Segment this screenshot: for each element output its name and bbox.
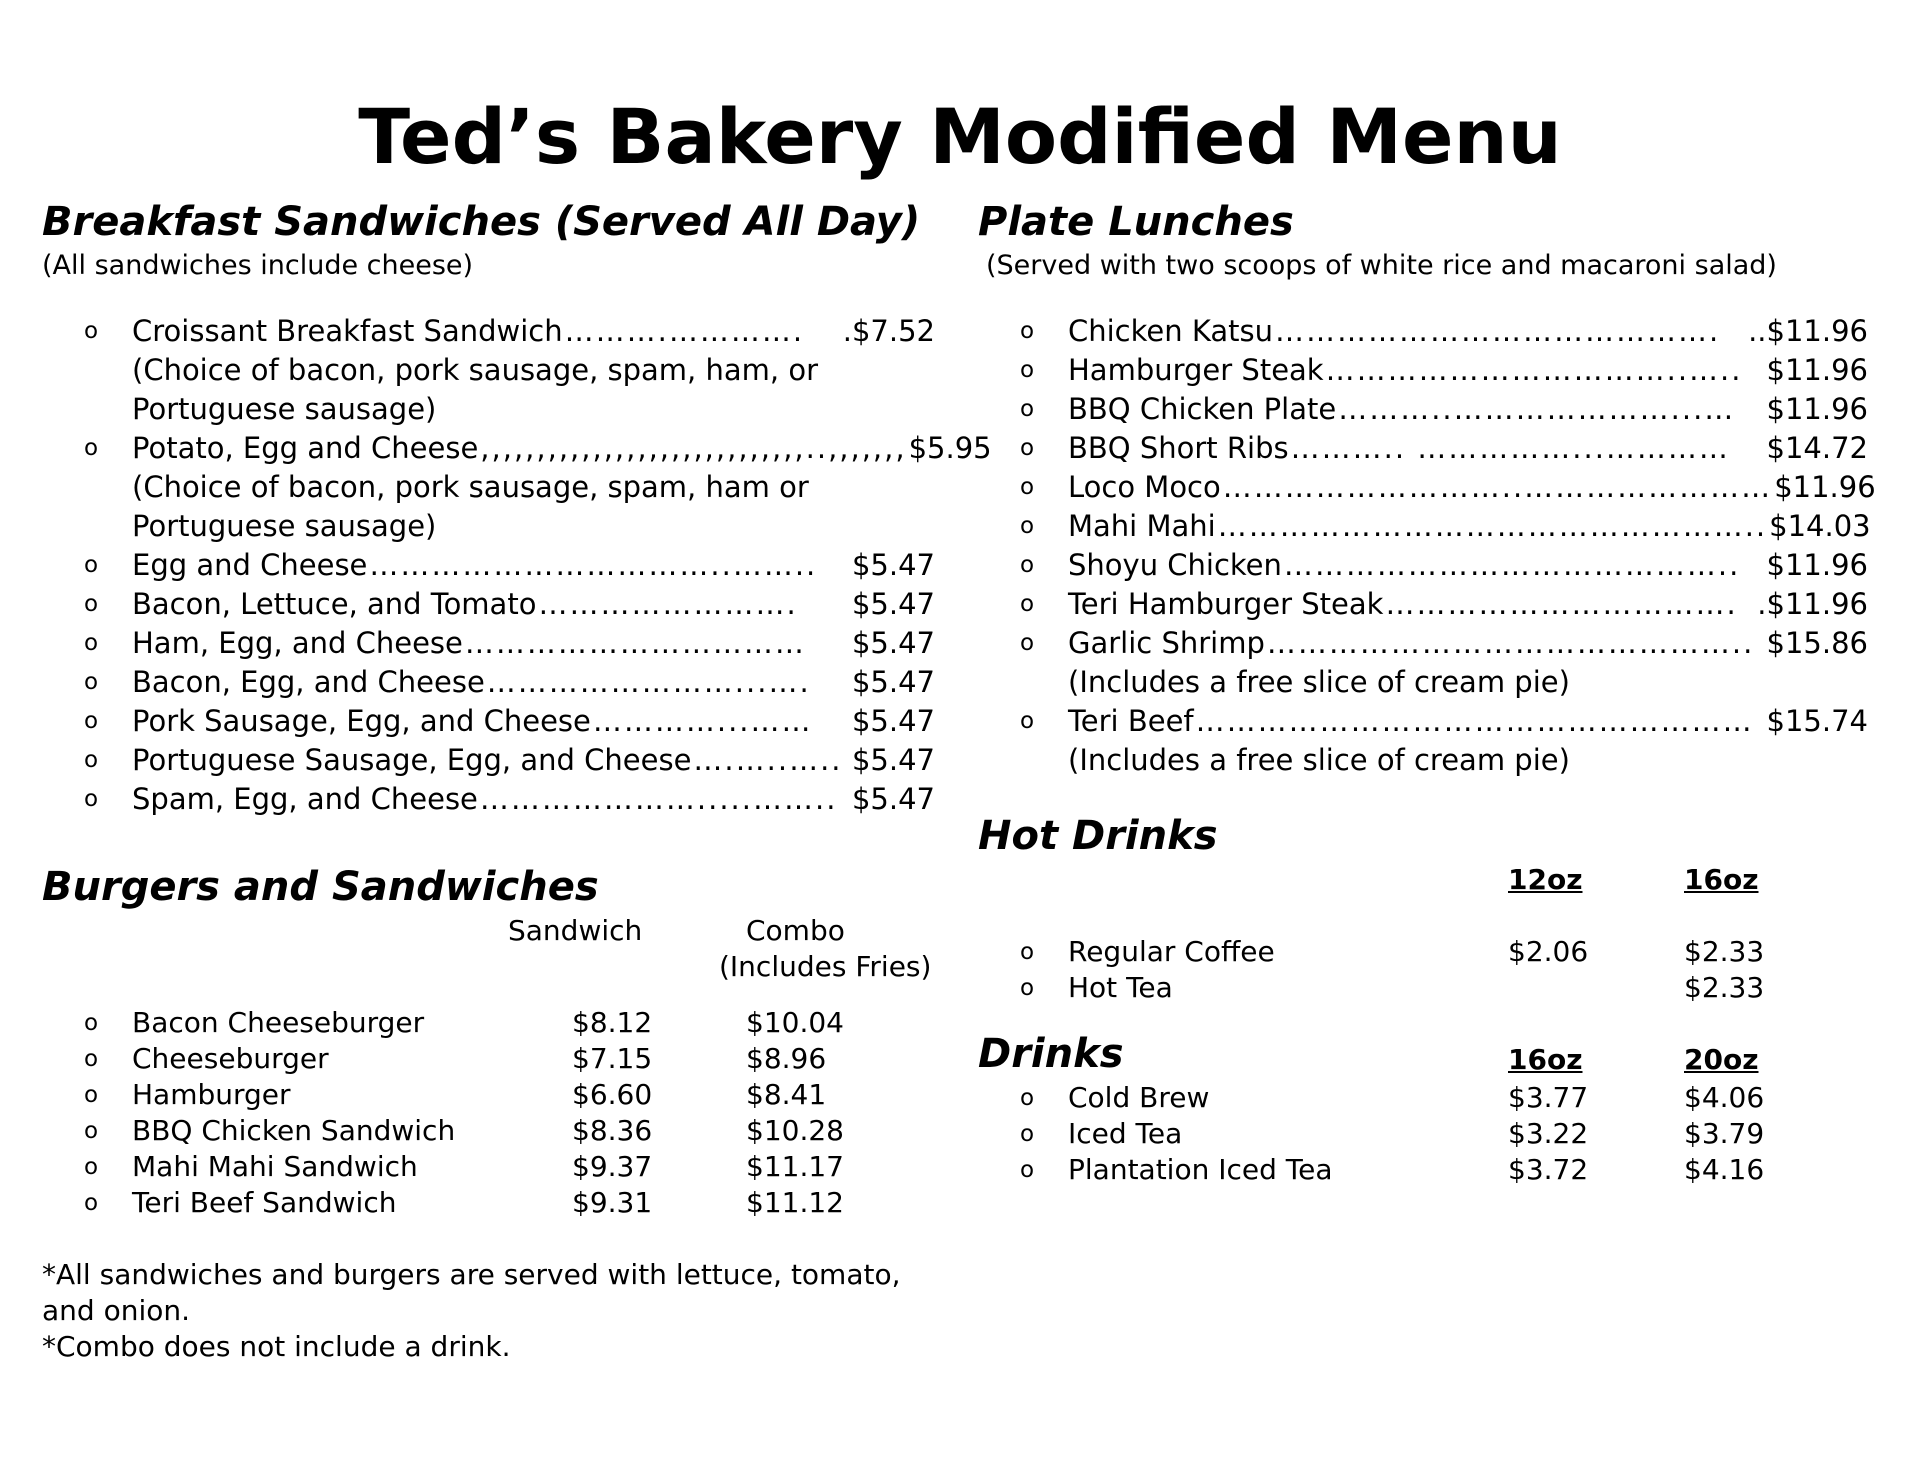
item-leader: ……………………………………. xyxy=(1274,314,1721,348)
bullet-icon: o xyxy=(84,786,99,812)
hot-drinks-list xyxy=(978,934,1878,1006)
item-price: $11.96 xyxy=(1766,548,1868,582)
bullet-icon: o xyxy=(84,1010,99,1036)
menu-item xyxy=(978,312,1878,351)
item-name: Hot Tea xyxy=(1068,971,1173,1004)
bullet-icon: o xyxy=(1020,513,1035,539)
item-price-combo: $10.28 xyxy=(746,1114,844,1147)
item-leader: ,,,,,,,,,,,,,,,,,,,,,,,,,,,,,..,,,,,,, xyxy=(480,431,907,465)
item-leader: ……….…………. xyxy=(564,314,805,348)
bullet-icon: o xyxy=(1020,591,1035,617)
footnote-combo: *Combo does not include a drink. xyxy=(42,1330,511,1363)
item-price-b: $2.33 xyxy=(1684,935,1765,968)
bullet-icon: o xyxy=(1020,318,1035,344)
item-price: $5.47 xyxy=(851,548,935,582)
item-price: $14.72 xyxy=(1766,431,1868,465)
menu-item xyxy=(42,780,942,819)
bullet-icon: o xyxy=(1020,708,1035,734)
item-name: Ham, Egg, and Cheese xyxy=(132,626,463,660)
item-name: Potato, Egg and Cheese xyxy=(132,431,479,465)
item-leader: ……………………………..….. xyxy=(1325,353,1743,387)
item-price: $5.47 xyxy=(851,626,935,660)
item-name: Egg and Cheese xyxy=(132,548,368,582)
bullet-icon: o xyxy=(1020,1157,1035,1183)
hot-drinks-col-16oz: 16oz xyxy=(1684,863,1759,896)
burgers-heading: Burgers and Sandwiches xyxy=(42,864,599,910)
menu-item xyxy=(978,934,1878,970)
burgers-column-subheaders xyxy=(42,949,942,985)
item-price-sandwich: $8.12 xyxy=(572,1006,653,1039)
menu-item xyxy=(978,1116,1878,1152)
item-name: Bacon, Egg, and Cheese xyxy=(132,665,485,699)
item-price: .$7.52 xyxy=(842,314,935,348)
menu-item xyxy=(978,429,1878,468)
menu-item-row xyxy=(132,780,935,819)
item-leader: …………………………………………….. xyxy=(1217,509,1768,543)
menu-item xyxy=(978,351,1878,390)
item-name: Bacon, Lettuce, and Tomato xyxy=(132,587,537,621)
bullet-icon: o xyxy=(84,747,99,773)
item-description: (Choice of bacon, pork sausage, spam, ham or xyxy=(132,470,809,504)
bullet-icon: o xyxy=(1020,975,1035,1001)
item-price: $11.96 xyxy=(1766,392,1868,426)
bullet-icon: o xyxy=(1020,1121,1035,1147)
menu-item xyxy=(42,585,942,624)
item-price: $5.47 xyxy=(851,587,935,621)
item-leader: ……………………………………………… xyxy=(1195,704,1754,738)
item-price-a: $3.22 xyxy=(1508,1117,1589,1150)
item-leader: ………………….....…….. xyxy=(479,782,838,816)
menu-item-row xyxy=(1068,624,1868,663)
item-price: $5.47 xyxy=(851,704,935,738)
menu-item xyxy=(42,1041,942,1077)
item-name: BBQ Chicken Plate xyxy=(1068,392,1337,426)
item-name: Spam, Egg, and Cheese xyxy=(132,782,478,816)
bullet-icon: o xyxy=(84,669,99,695)
bullet-icon: o xyxy=(1020,435,1035,461)
sandwich-column-header: Sandwich xyxy=(508,914,643,947)
item-leader: ……………………………………….. xyxy=(1266,626,1755,660)
bullet-icon: o xyxy=(1020,357,1035,383)
menu-item-row xyxy=(1068,702,1868,741)
menu-item xyxy=(978,507,1878,546)
menu-item xyxy=(42,429,992,546)
item-price-combo: $11.12 xyxy=(746,1186,844,1219)
page-title: Ted’s Bakery Modified Menu xyxy=(358,92,1562,181)
item-price: $11.96 xyxy=(1766,353,1868,387)
item-name: Hamburger xyxy=(132,1078,291,1111)
item-name: Teri Beef Sandwich xyxy=(132,1186,397,1219)
menu-item xyxy=(42,1005,942,1041)
menu-item xyxy=(42,312,942,429)
plate-note: (Served with two scoops of white rice and macaroni salad) xyxy=(986,250,1777,281)
drinks-header-row xyxy=(978,1032,1878,1080)
menu-item xyxy=(42,1077,942,1113)
item-price-combo: $8.96 xyxy=(746,1042,827,1075)
item-price: $5.47 xyxy=(851,665,935,699)
item-name: Cold Brew xyxy=(1068,1081,1210,1114)
item-price: $15.86 xyxy=(1766,626,1868,660)
hot-drinks-col-12oz: 12oz xyxy=(1508,863,1583,896)
combo-column-note: (Includes Fries) xyxy=(719,950,932,983)
bullet-icon: o xyxy=(1020,1085,1035,1111)
bullet-icon: o xyxy=(84,591,99,617)
hot-drinks-heading: Hot Drinks xyxy=(978,813,1218,859)
menu-item-row xyxy=(1068,351,1868,390)
item-price-b: $2.33 xyxy=(1684,971,1765,1004)
item-name: Portuguese Sausage, Egg, and Cheese xyxy=(132,743,692,777)
item-name: Mahi Mahi Sandwich xyxy=(132,1150,418,1183)
item-name: Pork Sausage, Egg, and Cheese xyxy=(132,704,591,738)
drinks-col-16oz: 16oz xyxy=(1508,1043,1583,1076)
menu-item-row xyxy=(1068,468,1876,507)
bullet-icon: o xyxy=(84,318,99,344)
item-description: (Includes a free slice of cream pie) xyxy=(1068,665,1570,699)
menu-item xyxy=(42,741,942,780)
item-price: $14.03 xyxy=(1769,509,1871,543)
menu-item xyxy=(978,546,1878,585)
menu-item-row xyxy=(1068,546,1868,585)
drinks-list xyxy=(978,1080,1878,1188)
item-price-a: $3.77 xyxy=(1508,1081,1589,1114)
item-price: $15.74 xyxy=(1766,704,1868,738)
menu-item-row xyxy=(1068,390,1868,429)
menu-item-row xyxy=(132,546,935,585)
item-price-a: $2.06 xyxy=(1508,935,1589,968)
item-price-sandwich: $9.31 xyxy=(572,1186,653,1219)
plate-list xyxy=(978,312,1878,780)
item-price-b: $4.06 xyxy=(1684,1081,1765,1114)
menu-item-row xyxy=(132,741,935,780)
item-name: Plantation Iced Tea xyxy=(1068,1153,1333,1186)
item-price: $5.47 xyxy=(851,743,935,777)
breakfast-note: (All sandwiches include cheese) xyxy=(42,250,474,281)
item-leader: …………...…… xyxy=(592,704,813,738)
item-price-combo: $10.04 xyxy=(746,1006,844,1039)
item-description: (Choice of bacon, pork sausage, spam, ham, or xyxy=(132,353,818,387)
bullet-icon: o xyxy=(84,1046,99,1072)
menu-item-row xyxy=(1068,507,1871,546)
menu-item-row xyxy=(132,429,992,468)
footnote-toppings: *All sandwiches and burgers are served with lettuce, tomato, xyxy=(42,1258,901,1291)
item-name: Bacon Cheeseburger xyxy=(132,1006,425,1039)
menu-item-row xyxy=(132,585,935,624)
menu-item-row xyxy=(1068,312,1868,351)
breakfast-heading: Breakfast Sandwiches (Served All Day) xyxy=(42,199,921,245)
item-name: Cheeseburger xyxy=(132,1042,329,1075)
bullet-icon: o xyxy=(84,552,99,578)
item-name: Croissant Breakfast Sandwich xyxy=(132,314,563,348)
item-name: Iced Tea xyxy=(1068,1117,1183,1150)
item-name: Chicken Katsu xyxy=(1068,314,1273,348)
menu-item xyxy=(42,702,942,741)
menu-item xyxy=(42,1185,942,1221)
item-name: Hamburger Steak xyxy=(1068,353,1324,387)
item-leader: ……………………. xyxy=(538,587,798,621)
item-leader: ……………………………. xyxy=(1385,587,1738,621)
item-price-sandwich: $7.15 xyxy=(572,1042,653,1075)
bullet-icon: o xyxy=(1020,396,1035,422)
item-description: Portuguese sausage) xyxy=(132,509,437,543)
menu-item xyxy=(978,585,1878,624)
hot-drinks-column-headers xyxy=(978,862,1878,898)
menu-item xyxy=(42,1149,942,1185)
item-price-a: $3.72 xyxy=(1508,1153,1589,1186)
item-description: (Includes a free slice of cream pie) xyxy=(1068,743,1570,777)
menu-item-row xyxy=(132,312,935,351)
menu-item xyxy=(42,1113,942,1149)
bullet-icon: o xyxy=(1020,474,1035,500)
menu-item xyxy=(978,1152,1878,1188)
item-name: Shoyu Chicken xyxy=(1068,548,1282,582)
item-leader: ………………………..…………………… xyxy=(1222,470,1773,504)
menu-item xyxy=(978,1080,1878,1116)
item-price: .$11.96 xyxy=(1757,587,1868,621)
item-price-sandwich: $9.37 xyxy=(572,1150,653,1183)
item-leader: …………………………………….. xyxy=(1283,548,1741,582)
menu-item xyxy=(978,468,1878,507)
plate-heading: Plate Lunches xyxy=(978,199,1294,245)
item-leader: ………..…………………...… xyxy=(1338,392,1736,426)
footnote-toppings-cont: and onion. xyxy=(42,1294,191,1327)
item-name: Teri Beef xyxy=(1068,704,1194,738)
item-name: Garlic Shrimp xyxy=(1068,626,1265,660)
menu-item-row xyxy=(132,663,935,702)
item-name: BBQ Short Ribs xyxy=(1068,431,1289,465)
menu-item xyxy=(42,546,942,585)
burgers-list xyxy=(42,1005,942,1221)
item-price-b: $3.79 xyxy=(1684,1117,1765,1150)
bullet-icon: o xyxy=(84,1082,99,1108)
bullet-icon: o xyxy=(84,708,99,734)
drinks-col-20oz: 20oz xyxy=(1684,1043,1759,1076)
combo-column-header: Combo xyxy=(746,914,845,947)
menu-item-row xyxy=(1068,585,1868,624)
menu-item-row xyxy=(1068,429,1868,468)
item-name: Mahi Mahi xyxy=(1068,509,1216,543)
item-price: $5.95 xyxy=(908,431,992,465)
menu-item-row xyxy=(132,702,935,741)
menu-item-row xyxy=(132,624,935,663)
bullet-icon: o xyxy=(84,1154,99,1180)
bullet-icon: o xyxy=(1020,939,1035,965)
item-leader: ….…..….. xyxy=(693,743,843,777)
menu-item xyxy=(978,390,1878,429)
drinks-heading: Drinks xyxy=(978,1031,1124,1077)
item-leader: ……………………...…. xyxy=(486,665,811,699)
item-price-sandwich: $6.60 xyxy=(572,1078,653,1111)
item-price-b: $4.16 xyxy=(1684,1153,1765,1186)
item-price-sandwich: $8.36 xyxy=(572,1114,653,1147)
left-column xyxy=(42,196,992,1365)
item-name: Loco Moco xyxy=(1068,470,1221,504)
bullet-icon: o xyxy=(1020,630,1035,656)
bullet-icon: o xyxy=(84,1190,99,1216)
item-price: ..$11.96 xyxy=(1748,314,1868,348)
bullet-icon: o xyxy=(84,435,99,461)
bullet-icon: o xyxy=(1020,552,1035,578)
item-price-combo: $11.17 xyxy=(746,1150,844,1183)
item-price-combo: $8.41 xyxy=(746,1078,827,1111)
right-column xyxy=(978,196,1878,1188)
bullet-icon: o xyxy=(84,1118,99,1144)
burgers-column-headers xyxy=(42,913,942,949)
item-leader: ……….. ……………...………… xyxy=(1290,431,1730,465)
menu-item xyxy=(42,663,942,702)
menu-item xyxy=(978,970,1878,1006)
item-price: $5.47 xyxy=(851,782,935,816)
item-description: Portuguese sausage) xyxy=(132,392,437,426)
breakfast-list xyxy=(42,312,992,819)
item-leader: ……………………………..…….. xyxy=(369,548,818,582)
bullet-icon: o xyxy=(84,630,99,656)
item-name: Teri Hamburger Steak xyxy=(1068,587,1384,621)
menu-item xyxy=(42,624,942,663)
menu-item xyxy=(978,702,1878,780)
menu-item xyxy=(978,624,1878,702)
item-name: Regular Coffee xyxy=(1068,935,1275,968)
item-name: BBQ Chicken Sandwich xyxy=(132,1114,456,1147)
item-price: $11.96 xyxy=(1774,470,1876,504)
item-leader: …………………………… xyxy=(464,626,806,660)
